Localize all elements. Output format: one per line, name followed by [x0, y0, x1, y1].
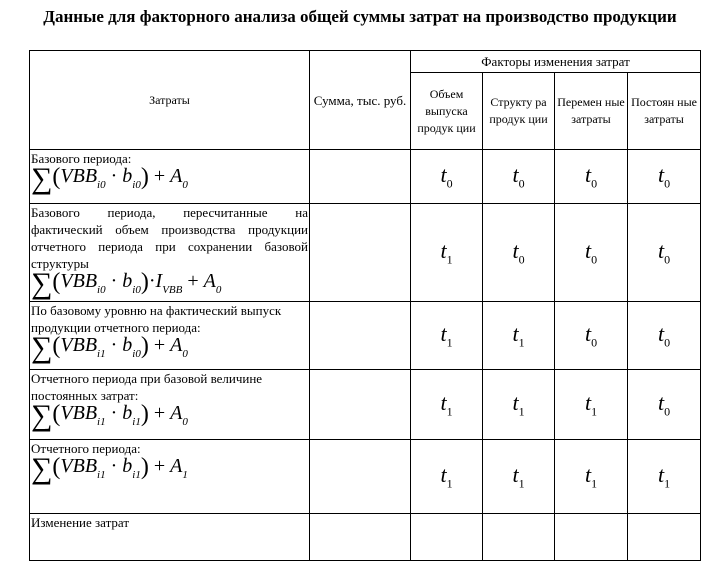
formula-b: b	[122, 334, 133, 356]
factor-cell	[555, 150, 628, 204]
factor-cell	[628, 440, 701, 514]
factor-cell	[555, 302, 628, 370]
formula-a: A	[170, 402, 183, 424]
formula-a: A	[203, 270, 216, 292]
formula-sum: ∑	[31, 162, 53, 195]
header-costs: Затраты	[30, 51, 310, 150]
factor-symbol: t	[657, 320, 665, 346]
formula-operator: ·	[105, 402, 123, 424]
factor-cell	[411, 204, 483, 302]
factor-cell	[483, 302, 555, 370]
factor-cell	[555, 204, 628, 302]
factor-symbol: t	[584, 161, 592, 187]
formula-operator: ·	[105, 455, 123, 477]
formula-operator: )	[140, 333, 149, 359]
formula-b: b	[122, 455, 133, 477]
sum-cell	[310, 204, 411, 302]
formula-s1: i1	[97, 416, 106, 428]
formula-b: b	[122, 270, 133, 292]
formula-operator: )	[140, 401, 149, 427]
sum-cell	[310, 440, 411, 514]
factor-symbol: t	[512, 320, 519, 346]
factor-period: 0	[664, 404, 671, 419]
factor-period: 1	[446, 252, 453, 267]
formula-asub: 0	[215, 284, 222, 296]
factor-cell	[411, 514, 483, 561]
factor-cell	[628, 370, 701, 440]
factor-period: 1	[591, 476, 598, 491]
formula-s2: i1	[132, 416, 141, 428]
sum-cell	[310, 514, 411, 561]
factor-cell	[628, 514, 701, 561]
row-label-cell	[30, 204, 310, 302]
factor-period: 1	[446, 404, 453, 419]
formula-var: VBB	[60, 334, 98, 356]
sum-cell	[310, 370, 411, 440]
factor-symbol: t	[657, 389, 665, 415]
factor-symbol: t	[584, 461, 592, 487]
formula-asub: 0	[182, 416, 188, 428]
factor-cell	[555, 370, 628, 440]
formula-s1: i0	[97, 179, 106, 191]
formula-operator: (	[52, 269, 61, 295]
factor-symbol: t	[657, 237, 665, 263]
formula-var: VBB	[60, 270, 98, 292]
formula-s2: i0	[132, 284, 141, 296]
formula-a: A	[170, 334, 183, 356]
formula-operator: +	[148, 165, 171, 187]
factor-symbol: t	[440, 389, 447, 415]
formula-i: I	[155, 270, 163, 292]
header-sum: Сумма, тыс. руб.	[310, 51, 411, 150]
formula-operator: (	[52, 401, 61, 427]
formula-s2: i0	[132, 348, 141, 360]
formula-sum: ∑	[31, 267, 53, 300]
row-label: Отчетного периода при базовой величине постоянных затрат:	[31, 371, 263, 403]
formula-var: VBB	[60, 455, 98, 477]
formula-operator: )	[140, 454, 149, 480]
page-title: Данные для факторного анализа общей суммы затрат на производство продукции	[43, 7, 677, 26]
formula-operator: ·	[105, 270, 123, 292]
table-row	[30, 370, 701, 440]
factor-symbol: t	[512, 461, 519, 487]
header-factor-variable: Перемен ные затраты	[555, 73, 628, 150]
formula-operator: (	[52, 454, 61, 480]
factor-symbol: t	[440, 320, 447, 346]
row-formula	[31, 162, 308, 195]
factor-symbol: t	[584, 320, 592, 346]
factor-period: 1	[518, 476, 525, 491]
factor-period: 1	[591, 404, 598, 419]
formula-sum: ∑	[31, 399, 53, 432]
table-row	[30, 204, 701, 302]
row-label: Базового периода, пересчитанные на фактический объем производства продукции отчетного периода при сохранении базовой структуры	[31, 205, 308, 271]
row-formula	[31, 452, 308, 485]
factor-symbol: t	[512, 237, 519, 263]
table-row	[30, 302, 701, 370]
formula-operator: ·	[105, 165, 123, 187]
factor-period: 1	[664, 476, 671, 491]
table-row	[30, 440, 701, 514]
formula-asub: 0	[182, 348, 188, 360]
factor-cell	[555, 440, 628, 514]
factor-cell	[628, 150, 701, 204]
factor-cell	[411, 150, 483, 204]
formula-operator: +	[148, 402, 171, 424]
factor-symbol: t	[512, 389, 519, 415]
factor-period: 0	[446, 176, 453, 191]
row-formula	[31, 331, 308, 364]
header-factor-structure: Структу ра продук ции	[483, 73, 555, 150]
factor-cell	[628, 204, 701, 302]
factor-period: 0	[591, 252, 598, 267]
factor-period: 0	[591, 335, 598, 350]
formula-s2: i1	[132, 469, 141, 481]
table-row	[30, 150, 701, 204]
row-formula	[31, 399, 308, 432]
formula-isub: VBB	[162, 284, 183, 296]
factor-period: 0	[664, 335, 671, 350]
formula-operator: +	[148, 334, 171, 356]
formula-operator: +	[148, 455, 171, 477]
formula-s1: i0	[97, 284, 106, 296]
factor-analysis-table	[29, 50, 701, 561]
formula-b: b	[122, 165, 133, 187]
row-formula	[31, 267, 308, 300]
row-label-cell	[30, 302, 310, 370]
factor-symbol: t	[657, 461, 665, 487]
row-label: По базовому уровню на фактический выпуск продукции отчетного периода:	[31, 303, 282, 335]
formula-sum: ∑	[31, 452, 53, 485]
formula-a: A	[170, 165, 183, 187]
factor-symbol: t	[440, 237, 447, 263]
factor-symbol: t	[512, 161, 519, 187]
row-label: Базового периода:	[31, 151, 132, 166]
factor-cell	[483, 440, 555, 514]
formula-s2: i0	[132, 179, 141, 191]
table-row	[30, 514, 701, 561]
factor-period: 1	[518, 335, 525, 350]
formula-operator: )	[140, 164, 149, 190]
factor-period: 1	[446, 335, 453, 350]
factor-period: 0	[518, 252, 525, 267]
formula-operator: (	[52, 164, 61, 190]
factor-period: 1	[518, 404, 525, 419]
factor-period: 1	[446, 476, 453, 491]
factor-cell	[483, 150, 555, 204]
row-label: Изменение затрат	[31, 515, 130, 530]
factor-cell	[483, 370, 555, 440]
formula-sum: ∑	[31, 331, 53, 364]
row-label: Отчетного периода:	[31, 441, 141, 456]
factor-symbol: t	[440, 161, 447, 187]
formula-asub: 1	[182, 469, 188, 481]
factor-period: 0	[664, 252, 671, 267]
formula-b: b	[122, 402, 133, 424]
formula-operator: (	[52, 333, 61, 359]
factor-period: 0	[664, 176, 671, 191]
factor-symbol: t	[440, 461, 447, 487]
factor-cell	[483, 514, 555, 561]
header-factor-fixed: Постоян ные затраты	[628, 73, 701, 150]
formula-mult: ·	[148, 270, 156, 292]
factor-period: 0	[591, 176, 598, 191]
header-factors-group: Факторы изменения затрат	[411, 51, 701, 73]
formula-var: VBB	[60, 402, 98, 424]
factor-cell	[411, 440, 483, 514]
factor-symbol: t	[657, 161, 665, 187]
formula-operator: )	[140, 269, 149, 295]
formula-asub: 0	[182, 179, 188, 191]
row-label-cell	[30, 440, 310, 514]
formula-operator: +	[182, 270, 204, 292]
factor-symbol: t	[584, 237, 592, 263]
factor-cell	[483, 204, 555, 302]
factor-symbol: t	[584, 389, 592, 415]
formula-a: A	[170, 455, 183, 477]
formula-operator: ·	[105, 334, 123, 356]
sum-cell	[310, 302, 411, 370]
table-body	[30, 150, 701, 561]
row-label-cell	[30, 514, 310, 561]
row-label-cell	[30, 150, 310, 204]
sum-cell	[310, 150, 411, 204]
factor-cell	[411, 302, 483, 370]
factor-cell	[628, 302, 701, 370]
formula-var: VBB	[60, 165, 98, 187]
formula-s1: i1	[97, 469, 106, 481]
row-label-cell	[30, 370, 310, 440]
formula-s1: i1	[97, 348, 106, 360]
factor-cell	[411, 370, 483, 440]
header-factor-volume: Объем выпуска продук ции	[411, 73, 483, 150]
factor-period: 0	[518, 176, 525, 191]
factor-cell	[555, 514, 628, 561]
